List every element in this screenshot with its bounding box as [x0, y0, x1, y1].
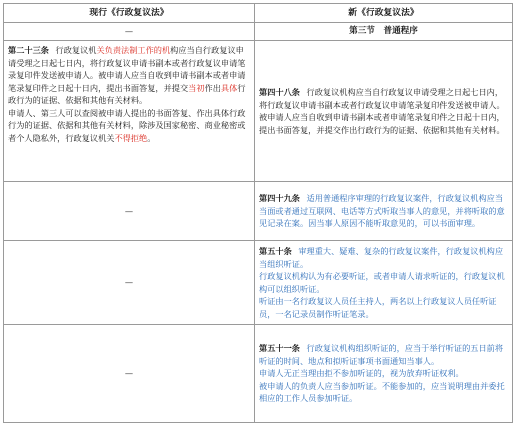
text-run: 行政复议机	[55, 45, 97, 55]
new-article-48-para	[259, 86, 508, 136]
old-law-header: 现行《行政复议法》	[4, 4, 255, 23]
new-article-48-cell	[255, 41, 513, 182]
added-text: 审理重大、疑难、复杂的行政复议案件，行政复议机构应当组织听证。	[259, 246, 504, 269]
deleted-text: 关负责法制工作的机	[96, 45, 171, 55]
old-article-23-para-2	[8, 107, 250, 145]
added-text: 行政复议机构组织听证的，应当于举行听证的五日前将听证的时间、地点和拟听证事项书面通知当事人。	[259, 343, 504, 366]
new-article-50-para-1	[259, 245, 508, 270]
new-article-50-para-3: 听证由一名行政复议人员任主持人，两名以上行政复议人员任听证员，一名记录员制作听证笔录。	[259, 296, 497, 319]
new-article-50-cell	[255, 241, 513, 325]
table-row	[4, 23, 513, 41]
text-run: 。	[147, 132, 156, 143]
table-row	[4, 182, 513, 241]
new-article-49-para	[259, 192, 508, 230]
new-article-51-cell	[255, 325, 513, 423]
article-number: 第四十八条	[259, 87, 300, 97]
table-row	[4, 241, 513, 325]
old-cell-empty: —	[4, 241, 255, 325]
article-number: 第五十条	[259, 246, 292, 256]
article-number: 第四十九条	[259, 193, 300, 204]
new-article-51-para-3: 被申请人的负责人应当参加听证。不能参加的，应当说明理由并委托相应的工作人员参加听证。	[259, 380, 505, 404]
old-cell-empty: —	[4, 23, 255, 41]
section-title: 第三节 普通程序	[255, 23, 513, 41]
added-text: 适用普通程序审理的行政复议案件，行政复议机构应当当面或者通过互联网、电话等方式听取当事人的意见，并将听取的意见记录在案。因当事人原因不能听取意见的，可以书面审理。	[259, 193, 505, 229]
new-article-50-para-2: 行政复议机构认为有必要听证，或者申请人请求听证的，行政复议机构可以组织听证。	[259, 271, 505, 294]
article-number: 第五十一条	[259, 343, 300, 354]
new-law-header: 新《行政复议法》	[255, 4, 513, 23]
text-run: 行政复议机构应当自行政复议申请受理之日起七日内，将行政复议申请书副本或者行政复议申请笔录复印件发送被申请人。被申请人应当自收到申请书副本或者申请笔录复印件之日起十日内，提出书面答复，并提交作出行政行为的证据、依据和其他有关材料。	[259, 87, 505, 135]
text-run: 构应当自行政复议申请受理之日起七日内，将行政复议申请书副本或者行政复议申请笔录复印件发送被申请人。被申请人应当自收到申请书副本或者申请笔录复印件之日起十日内，提出书面答复，并提交	[8, 45, 246, 93]
old-cell-empty: —	[4, 182, 255, 241]
text-run: 作出	[204, 82, 221, 93]
law-comparison-table	[3, 3, 513, 423]
text-run: 行政行为的证据、依据和其他有关材料。	[8, 82, 246, 105]
old-article-23-cell	[4, 41, 255, 182]
text-run: 申请人、第三人可以查阅被申请人提出的书面答复、作出具体行政行为的证据、依据和其他有关材料，除涉及国家秘密、商业秘密或者个人隐私外，行政复议机关	[8, 107, 246, 143]
old-cell-empty: —	[4, 325, 255, 423]
deleted-text: 具体	[220, 82, 238, 93]
deleted-text: 不得拒绝	[114, 132, 148, 143]
table-row	[4, 41, 513, 182]
deleted-text: 当初	[188, 82, 205, 93]
new-article-51-para-2: 申请人无正当理由拒不参加听证的，视为放弃听证权利。	[259, 368, 464, 379]
new-article-49-cell	[255, 182, 513, 241]
old-article-23-para-1	[8, 44, 250, 107]
table-row	[4, 325, 513, 423]
article-number: 第二十三条	[8, 45, 49, 55]
new-article-51-para-1	[259, 342, 508, 367]
table-header-row	[4, 4, 513, 23]
